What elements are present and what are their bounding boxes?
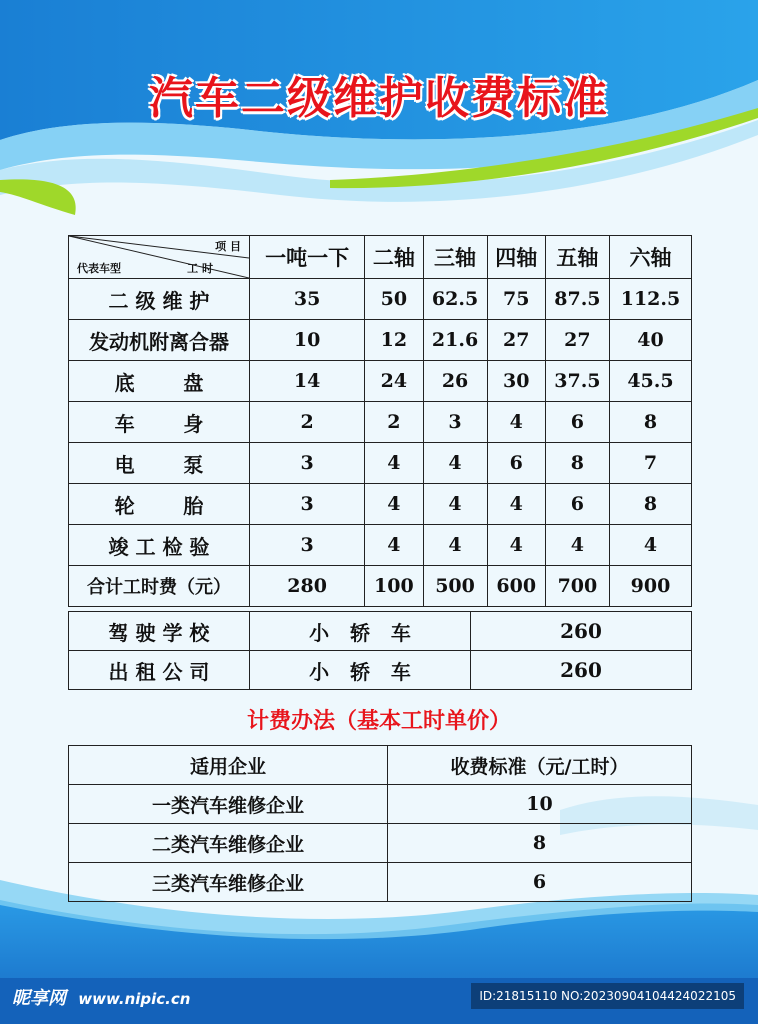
- table-cell: 27: [487, 320, 545, 361]
- table-cell: 2: [250, 402, 365, 443]
- table-cell: 6: [545, 484, 609, 525]
- table-cell: 30: [487, 361, 545, 402]
- table-cell: 4: [365, 443, 423, 484]
- table-cell: 3: [250, 525, 365, 566]
- table-row: [69, 320, 692, 361]
- row-label: 电 泵: [69, 443, 250, 484]
- table-cell: 8: [609, 484, 691, 525]
- column-header: 二轴: [365, 236, 423, 279]
- row-label: 二 级 维 护: [69, 279, 250, 320]
- column-header: 四轴: [487, 236, 545, 279]
- table-cell: 4: [487, 525, 545, 566]
- price-cell: 8: [388, 824, 692, 863]
- table-cell: 4: [423, 443, 487, 484]
- table-cell: 8: [545, 443, 609, 484]
- unit-price-table: [68, 745, 692, 902]
- org-cell: 驾 驶 学 校: [69, 612, 250, 651]
- table-cell: 26: [423, 361, 487, 402]
- enterprise-cell: 三类汽车维修企业: [69, 863, 388, 902]
- table-cell: 3: [250, 484, 365, 525]
- page-title: 汽车二级维护收费标准: [149, 73, 609, 124]
- table-cell: 10: [250, 320, 365, 361]
- table-row: [69, 361, 692, 402]
- vehicle-cell: 小 轿 车: [250, 612, 471, 651]
- diag-label-item: 项 目: [215, 240, 241, 253]
- special-vehicle-table: [68, 611, 692, 690]
- column-header: 一吨一下: [250, 236, 365, 279]
- table-cell: 6: [487, 443, 545, 484]
- vehicle-cell: 小 轿 车: [250, 651, 471, 690]
- table-cell: 7: [609, 443, 691, 484]
- logo-url: www.nipic.cn: [78, 990, 191, 1008]
- row-label: 轮 胎: [69, 484, 250, 525]
- table-cell: 12: [365, 320, 423, 361]
- table-cell: 600: [487, 566, 545, 607]
- enterprise-cell: 二类汽车维修企业: [69, 824, 388, 863]
- table-cell: 4: [545, 525, 609, 566]
- table-cell: 900: [609, 566, 691, 607]
- table-cell: 3: [250, 443, 365, 484]
- row-label: 底 盘: [69, 361, 250, 402]
- value-cell: 260: [471, 651, 692, 690]
- table-cell: 40: [609, 320, 691, 361]
- row-label: 竣 工 检 验: [69, 525, 250, 566]
- table-row: [69, 525, 692, 566]
- org-cell: 出 租 公 司: [69, 651, 250, 690]
- row-label: 合计工时费（元）: [69, 566, 250, 607]
- price-cell: 6: [388, 863, 692, 902]
- price-cell: 10: [388, 785, 692, 824]
- table-cell: 6: [545, 402, 609, 443]
- table-cell: 4: [487, 402, 545, 443]
- table-cell: 24: [365, 361, 423, 402]
- diagonal-header-cell: [69, 236, 250, 279]
- value-cell: 260: [471, 612, 692, 651]
- table-cell: 500: [423, 566, 487, 607]
- table-cell: 2: [365, 402, 423, 443]
- table-row: [69, 402, 692, 443]
- column-header: 六轴: [609, 236, 691, 279]
- table-cell: 8: [609, 402, 691, 443]
- table-row: [69, 484, 692, 525]
- table-header-row: [69, 746, 692, 785]
- table-cell: 100: [365, 566, 423, 607]
- table-row: [69, 279, 692, 320]
- column-header: 五轴: [545, 236, 609, 279]
- table-cell: 37.5: [545, 361, 609, 402]
- row-label: 车 身: [69, 402, 250, 443]
- table-cell: 4: [609, 525, 691, 566]
- enterprise-cell: 一类汽车维修企业: [69, 785, 388, 824]
- table-cell: 4: [487, 484, 545, 525]
- row-label: 发动机附离合器: [69, 320, 250, 361]
- table-cell: 4: [365, 525, 423, 566]
- table-row: [69, 612, 692, 651]
- section-subtitle: 计费办法（基本工时单价）: [246, 708, 511, 734]
- table-row-total: [69, 566, 692, 607]
- table-row: [69, 785, 692, 824]
- table-cell: 4: [423, 525, 487, 566]
- table-row: [69, 651, 692, 690]
- table-cell: 50: [365, 279, 423, 320]
- footer-image-id: ID:21815110 NO:20230904104424022105: [471, 983, 744, 1009]
- table-cell: 112.5: [609, 279, 691, 320]
- table-cell: 87.5: [545, 279, 609, 320]
- table-cell: 75: [487, 279, 545, 320]
- table-cell: 700: [545, 566, 609, 607]
- table-cell: 280: [250, 566, 365, 607]
- table-header-row: [69, 236, 692, 279]
- diag-label-hours: 工 时: [187, 262, 213, 275]
- table-cell: 27: [545, 320, 609, 361]
- logo-text: 昵享网: [12, 988, 66, 1009]
- table-row: [69, 863, 692, 902]
- table-row: [69, 824, 692, 863]
- table-cell: 45.5: [609, 361, 691, 402]
- table-cell: 4: [423, 484, 487, 525]
- table-cell: 35: [250, 279, 365, 320]
- table-cell: 14: [250, 361, 365, 402]
- maintenance-fee-table: [68, 235, 692, 607]
- column-header: 收费标准（元/工时）: [388, 746, 692, 785]
- diag-label-vehicle: 代表车型: [77, 262, 121, 275]
- column-header: 三轴: [423, 236, 487, 279]
- table-cell: 21.6: [423, 320, 487, 361]
- footer-watermark-logo: [12, 984, 190, 1010]
- table-row: [69, 443, 692, 484]
- table-cell: 3: [423, 402, 487, 443]
- table-cell: 62.5: [423, 279, 487, 320]
- column-header: 适用企业: [69, 746, 388, 785]
- table-cell: 4: [365, 484, 423, 525]
